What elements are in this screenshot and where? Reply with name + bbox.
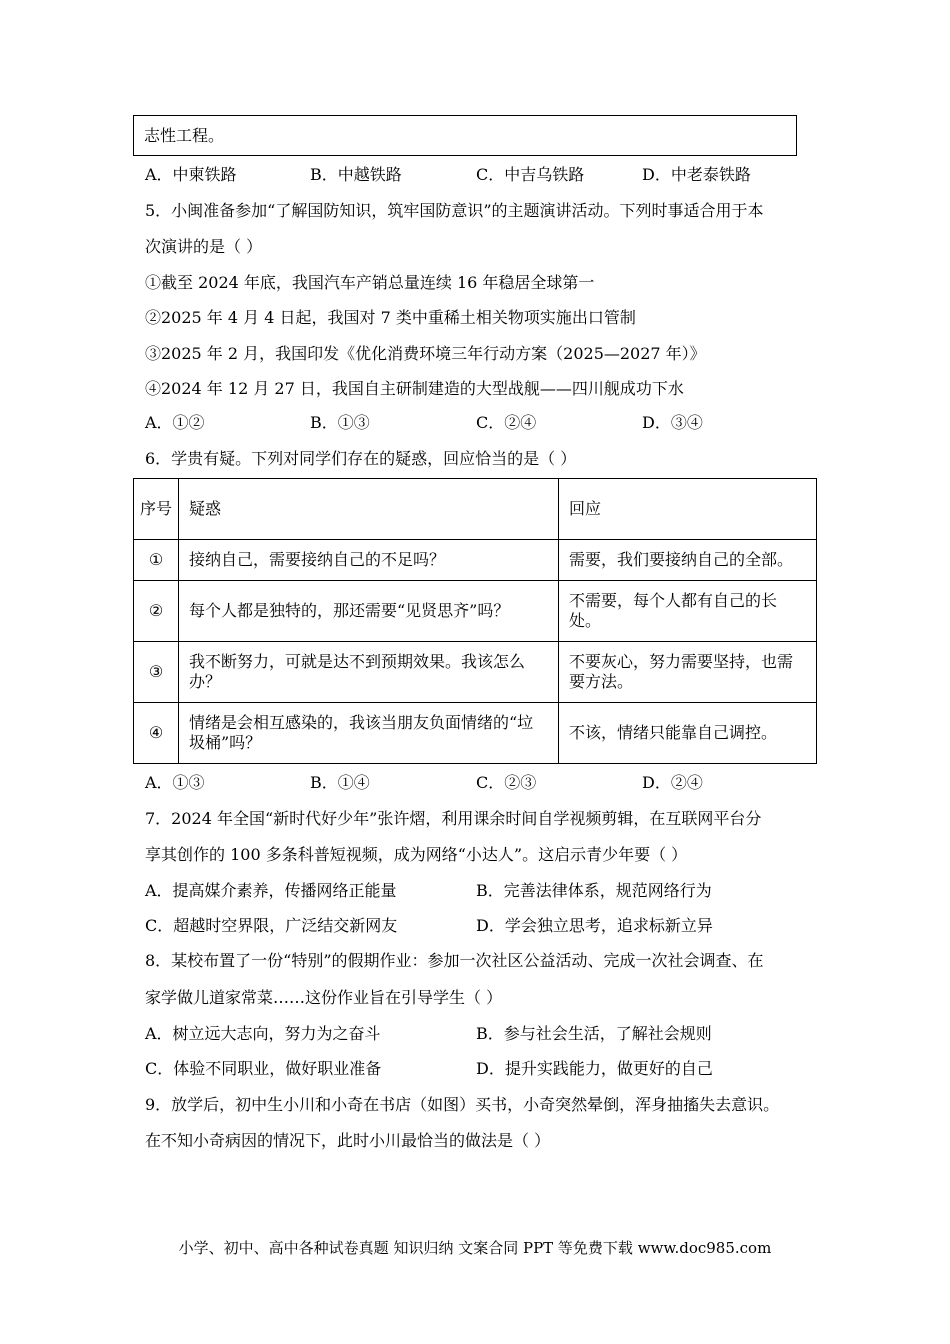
q6-header-index: 序号 xyxy=(134,479,179,540)
continued-text-box xyxy=(133,115,797,156)
q7-option-d: D．学会独立思考，追求标新立异 xyxy=(476,916,713,935)
q6-header-reply: 回应 xyxy=(559,479,817,540)
q5-item-1: ①截至 2024 年底，我国汽车产销总量连续 16 年稳居全球第一 xyxy=(145,273,595,292)
q8-option-d: D．提升实践能力，做更好的自己 xyxy=(476,1059,713,1078)
q6-option-c: C．②③ xyxy=(476,773,537,792)
q6-row-doubt: 每个人都是独特的，那还需要“见贤思齐”吗？ xyxy=(179,581,559,642)
q6-row-index: ③ xyxy=(134,642,179,703)
continued-text: 志性工程。 xyxy=(144,126,225,145)
q6-row-reply: 不该，情绪只能靠自己调控。 xyxy=(559,703,817,764)
q6-option-a: A．①③ xyxy=(145,773,205,792)
q6-row-reply: 需要，我们要接纳自己的全部。 xyxy=(559,540,817,581)
q6-table xyxy=(133,478,817,764)
page-footer: 小学、初中、高中各种试卷真题 知识归纳 文案合同 PPT 等免费下载 www.doc985.com xyxy=(178,1239,772,1257)
q5-option-c: C．②④ xyxy=(476,413,537,432)
q6-row-index: ① xyxy=(134,540,179,581)
q5-option-b: B．①③ xyxy=(310,413,370,432)
q6-row-doubt: 情绪是会相互感染的，我该当朋友负面情绪的“垃圾桶”吗？ xyxy=(179,703,559,764)
q6-row-doubt: 接纳自己，需要接纳自己的不足吗？ xyxy=(179,540,559,581)
q6-option-b: B．①④ xyxy=(310,773,370,792)
q4-option-c: C．中吉乌铁路 xyxy=(476,165,585,184)
q6-row-reply: 不要灰心，努力需要坚持，也需要方法。 xyxy=(559,642,817,703)
q8-stem-line1: 8．某校布置了一份“特别”的假期作业：参加一次社区公益活动、完成一次社会调查、在 xyxy=(145,951,764,970)
q6-row-reply: 不需要，每个人都有自己的长处。 xyxy=(559,581,817,642)
q6-row-index: ④ xyxy=(134,703,179,764)
q5-item-3: ③2025 年 2 月，我国印发《优化消费环境三年行动方案（2025—2027 年）》 xyxy=(145,344,706,363)
q6-stem: 6．学贵有疑。下列对同学们存在的疑惑，回应恰当的是（ ） xyxy=(145,449,577,468)
q9-stem-line1: 9．放学后，初中生小川和小奇在书店（如图）买书，小奇突然晕倒，浑身抽搐失去意识。 xyxy=(145,1095,780,1114)
q7-option-b: B．完善法律体系，规范网络行为 xyxy=(476,881,712,900)
q8-option-b: B．参与社会生活，了解社会规则 xyxy=(476,1024,712,1043)
q5-stem-line2: 次演讲的是（ ） xyxy=(145,237,263,256)
q6-table-header xyxy=(134,479,817,540)
table-row xyxy=(134,581,817,642)
q5-item-2: ②2025 年 4 月 4 日起，我国对 7 类中重稀土相关物项实施出口管制 xyxy=(145,308,636,327)
q7-option-a: A．提高媒介素养，传播网络正能量 xyxy=(145,881,397,900)
q7-stem-line2: 享其创作的 100 多条科普短视频，成为网络“小达人”。这启示青少年要（ ） xyxy=(145,845,688,864)
table-row xyxy=(134,540,817,581)
q7-stem-line1: 7．2024 年全国“新时代好少年”张许熠，利用课余时间自学视频剪辑，在互联网平台分 xyxy=(145,809,762,828)
q8-option-a: A．树立远大志向，努力为之奋斗 xyxy=(145,1024,381,1043)
table-row xyxy=(134,703,817,764)
q4-option-d: D．中老泰铁路 xyxy=(642,165,751,184)
q6-row-index: ② xyxy=(134,581,179,642)
q4-option-b: B．中越铁路 xyxy=(310,165,402,184)
q5-stem-line1: 5．小闽准备参加“了解国防知识，筑牢国防意识”的主题演讲活动。下列时事适合用于本 xyxy=(145,201,764,220)
q5-option-d: D．③④ xyxy=(642,413,703,432)
q7-option-c: C．超越时空界限，广泛结交新网友 xyxy=(145,916,398,935)
q5-option-a: A．①② xyxy=(145,413,205,432)
q8-stem-line2: 家学做儿道家常菜……这份作业旨在引导学生（ ） xyxy=(145,988,503,1007)
table-row xyxy=(134,642,817,703)
q5-item-4: ④2024 年 12 月 27 日，我国自主研制建造的大型战舰——四川舰成功下水 xyxy=(145,379,684,398)
q6-option-d: D．②④ xyxy=(642,773,703,792)
q8-option-c: C．体验不同职业，做好职业准备 xyxy=(145,1059,382,1078)
q4-option-a: A．中柬铁路 xyxy=(145,165,237,184)
q6-row-doubt: 我不断努力，可就是达不到预期效果。我该怎么办？ xyxy=(179,642,559,703)
q6-header-doubt: 疑惑 xyxy=(179,479,559,540)
q9-stem-line2: 在不知小奇病因的情况下，此时小川最恰当的做法是（ ） xyxy=(145,1131,551,1150)
